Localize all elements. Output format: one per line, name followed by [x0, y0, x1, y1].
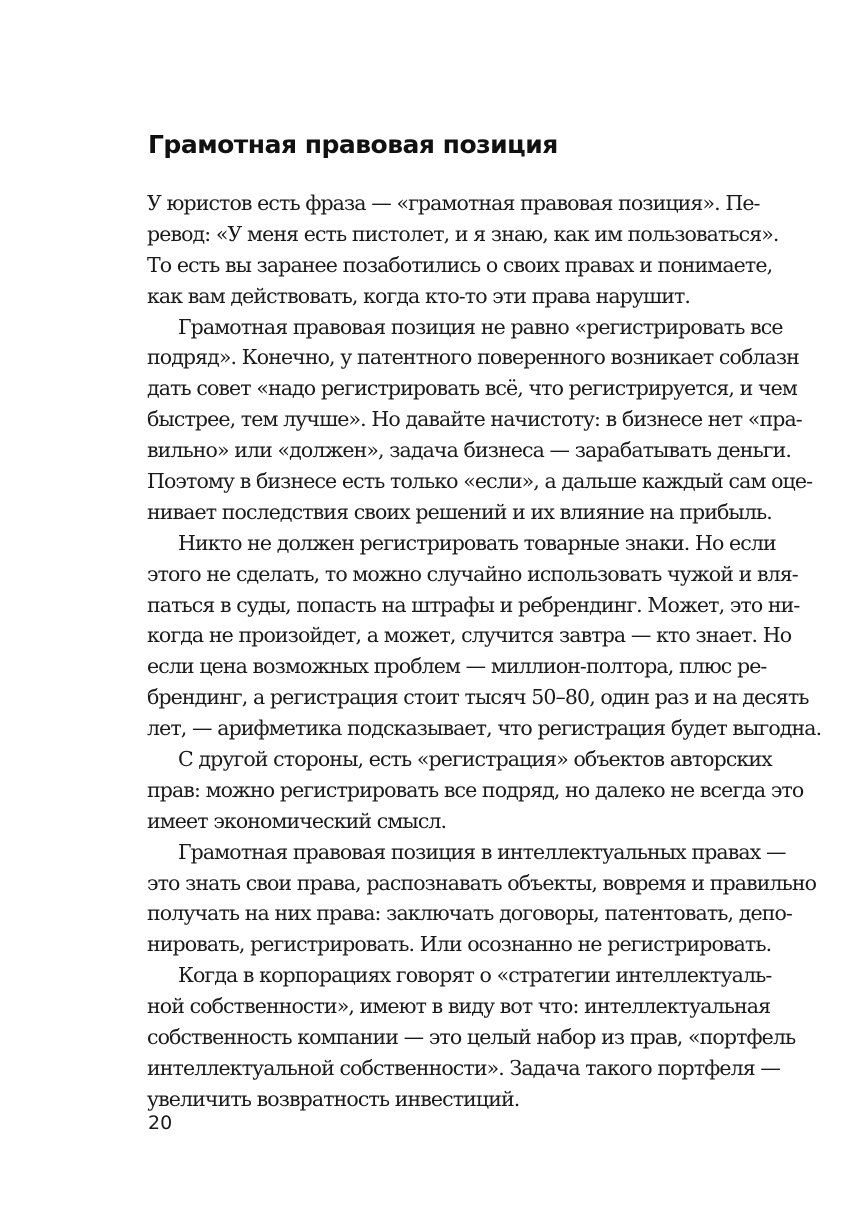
paragraph: [147, 837, 817, 961]
text-line: Никто не должен регистрировать товарные знаки. Но если: [178, 530, 776, 555]
text-line: Поэтому в бизнесе есть только «если», а дальше каждый сам оце-: [147, 469, 813, 494]
text-line: как вам действовать, когда кто-то эти права нарушит.: [147, 283, 691, 308]
text-line: быстрее, тем лучше». Но давайте начистоту: в бизнесе нет «пра-: [147, 407, 802, 432]
text-line: Грамотная правовая позиция в интеллектуальных правах —: [178, 839, 786, 864]
text-line: Когда в корпорациях говорят о «стратегии интеллектуаль-: [178, 963, 772, 988]
body-text: [147, 188, 822, 1115]
paragraph: [147, 528, 822, 744]
text-line: У юристов есть фраза — «грамотная правовая позиция». Пе-: [147, 191, 760, 215]
text-line: этого не сделать, то можно случайно использовать чужой и вля-: [147, 561, 798, 586]
paragraph: [147, 312, 813, 528]
text-line: Грамотная правовая позиция не равно «регистрировать все: [178, 314, 783, 339]
text-line: получать на них права: заключать договоры, патентовать, депо-: [147, 901, 792, 926]
text-line: когда не произойдет, а может, случится завтра — кто знает. Но: [147, 623, 792, 648]
text-line: прав: можно регистрировать все подряд, но далеко не всегда это: [147, 777, 804, 802]
text-line: имеет экономический смысл.: [147, 808, 447, 833]
text-line: собственность компании — это целый набор из прав, «портфель: [147, 1025, 796, 1050]
text-line: паться в суды, попасть на штрафы и ребрендинг. Может, это ни-: [147, 592, 800, 617]
text-line: ной собственности», имеют в виду вот что: интеллектуальная: [147, 994, 771, 1019]
text-line: нировать, регистрировать. Или осознанно не регистрировать.: [147, 932, 772, 957]
paragraph: [147, 744, 804, 837]
paragraph: [147, 188, 779, 312]
text-line: брендинг, а регистрация стоит тысяч 50–80, один раз и на десять: [147, 685, 809, 710]
text-line: интеллектуальной собственности». Задача такого портфеля —: [147, 1055, 780, 1080]
text-line: То есть вы заранее позаботились о своих правах и понимаете,: [147, 252, 773, 277]
text-line: подряд». Конечно, у патентного поверенного возникает соблазн: [147, 345, 799, 370]
text-line: дать совет «надо регистрировать всё, что регистрируется, и чем: [147, 376, 797, 401]
text-line: это знать свои права, распознавать объекты, вовремя и правильно: [147, 870, 817, 895]
paragraph: [147, 960, 796, 1114]
text-line: если цена возможных проблем — миллион-полтора, плюс ре-: [147, 654, 767, 679]
text-line: увеличить возвратность инвестиций.: [147, 1086, 520, 1111]
section-heading: Грамотная правовая позиция: [148, 130, 558, 159]
text-line: вильно» или «должен», задача бизнеса — зарабатывать деньги.: [147, 438, 791, 463]
text-line: нивает последствия своих решений и их влияние на прибыль.: [147, 499, 772, 524]
text-line: лет, — арифметика подсказывает, что регистрация будет выгодна.: [147, 716, 822, 741]
text-line: ревод: «У меня есть пистолет, и я знаю, как им пользоваться».: [147, 221, 779, 246]
text-line: С другой стороны, есть «регистрация» объектов авторских: [178, 747, 772, 772]
page-number: 20: [148, 1112, 173, 1134]
